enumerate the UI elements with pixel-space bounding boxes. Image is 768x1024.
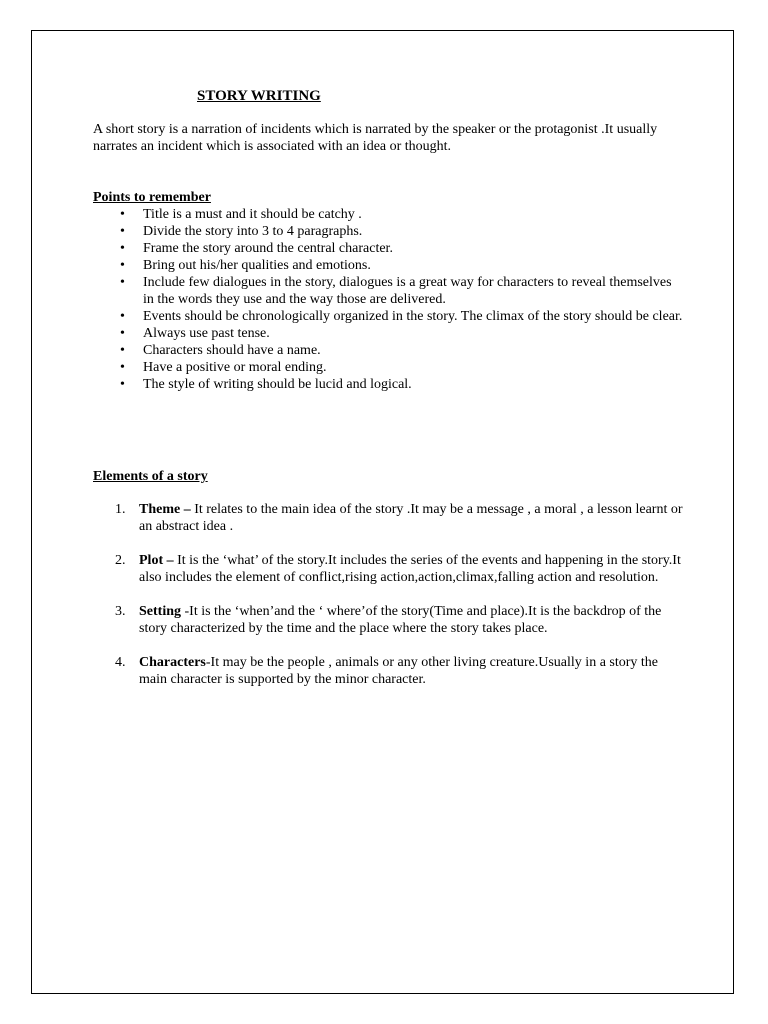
list-item: • The style of writing should be lucid and logical.	[93, 376, 683, 393]
item-number: 2.	[115, 553, 126, 568]
element-item-setting	[93, 603, 683, 637]
element-description: -It may be the people , animals or any other living creature.Usually in a story the main character is supported by the minor character.	[139, 655, 659, 687]
list-item: • Bring out his/her qualities and emotions.	[93, 257, 683, 274]
item-number: 4.	[115, 655, 126, 670]
element-description: It relates to the main idea of the story .It may be a message , a moral , a lesson learnt or an abstract idea .	[139, 502, 683, 534]
list-item: • Events should be chronologically organized in the story. The climax of the story should be clear.	[93, 308, 683, 325]
item-number: 1.	[115, 502, 126, 517]
list-item: • Have a positive or moral ending.	[93, 359, 683, 376]
element-term: Setting	[139, 604, 181, 619]
points-heading: Points to remember	[93, 190, 211, 205]
item-number: 3.	[115, 604, 126, 619]
element-term: Characters	[139, 655, 206, 670]
list-item: • Frame the story around the central character.	[93, 240, 683, 257]
document-title: STORY WRITING	[197, 88, 321, 104]
element-item-plot	[93, 552, 683, 586]
element-description: It is the ‘what’ of the story.It includes the series of the events and happening in the story.It also includes the element of conflict,rising action,action,climax,falling action and resolution.	[139, 553, 681, 585]
element-item-characters	[93, 654, 683, 688]
points-list	[93, 206, 683, 393]
list-item: • Include few dialogues in the story, dialogues is a great way for characters to reveal themselves in the words they use and the way those are delivered.	[93, 274, 683, 308]
elements-heading: Elements of a story	[93, 469, 208, 484]
list-item: • Divide the story into 3 to 4 paragraphs.	[93, 223, 683, 240]
intro-paragraph: A short story is a narration of incidents which is narrated by the speaker or the protagonist .It usually narrates an incident which is associated with an idea or thought.	[93, 122, 658, 154]
element-item-theme	[93, 501, 683, 535]
element-term: Plot –	[139, 553, 174, 568]
list-item: • Always use past tense.	[93, 325, 683, 342]
list-item: • Title is a must and it should be catchy .	[93, 206, 683, 223]
element-term: Theme –	[139, 502, 191, 517]
elements-list	[93, 501, 683, 705]
list-item: • Characters should have a name.	[93, 342, 683, 359]
element-description: -It is the ‘when’and the ‘ where’of the story(Time and place).It is the backdrop of the story characterized by the time and the place where the story takes place.	[139, 604, 662, 636]
